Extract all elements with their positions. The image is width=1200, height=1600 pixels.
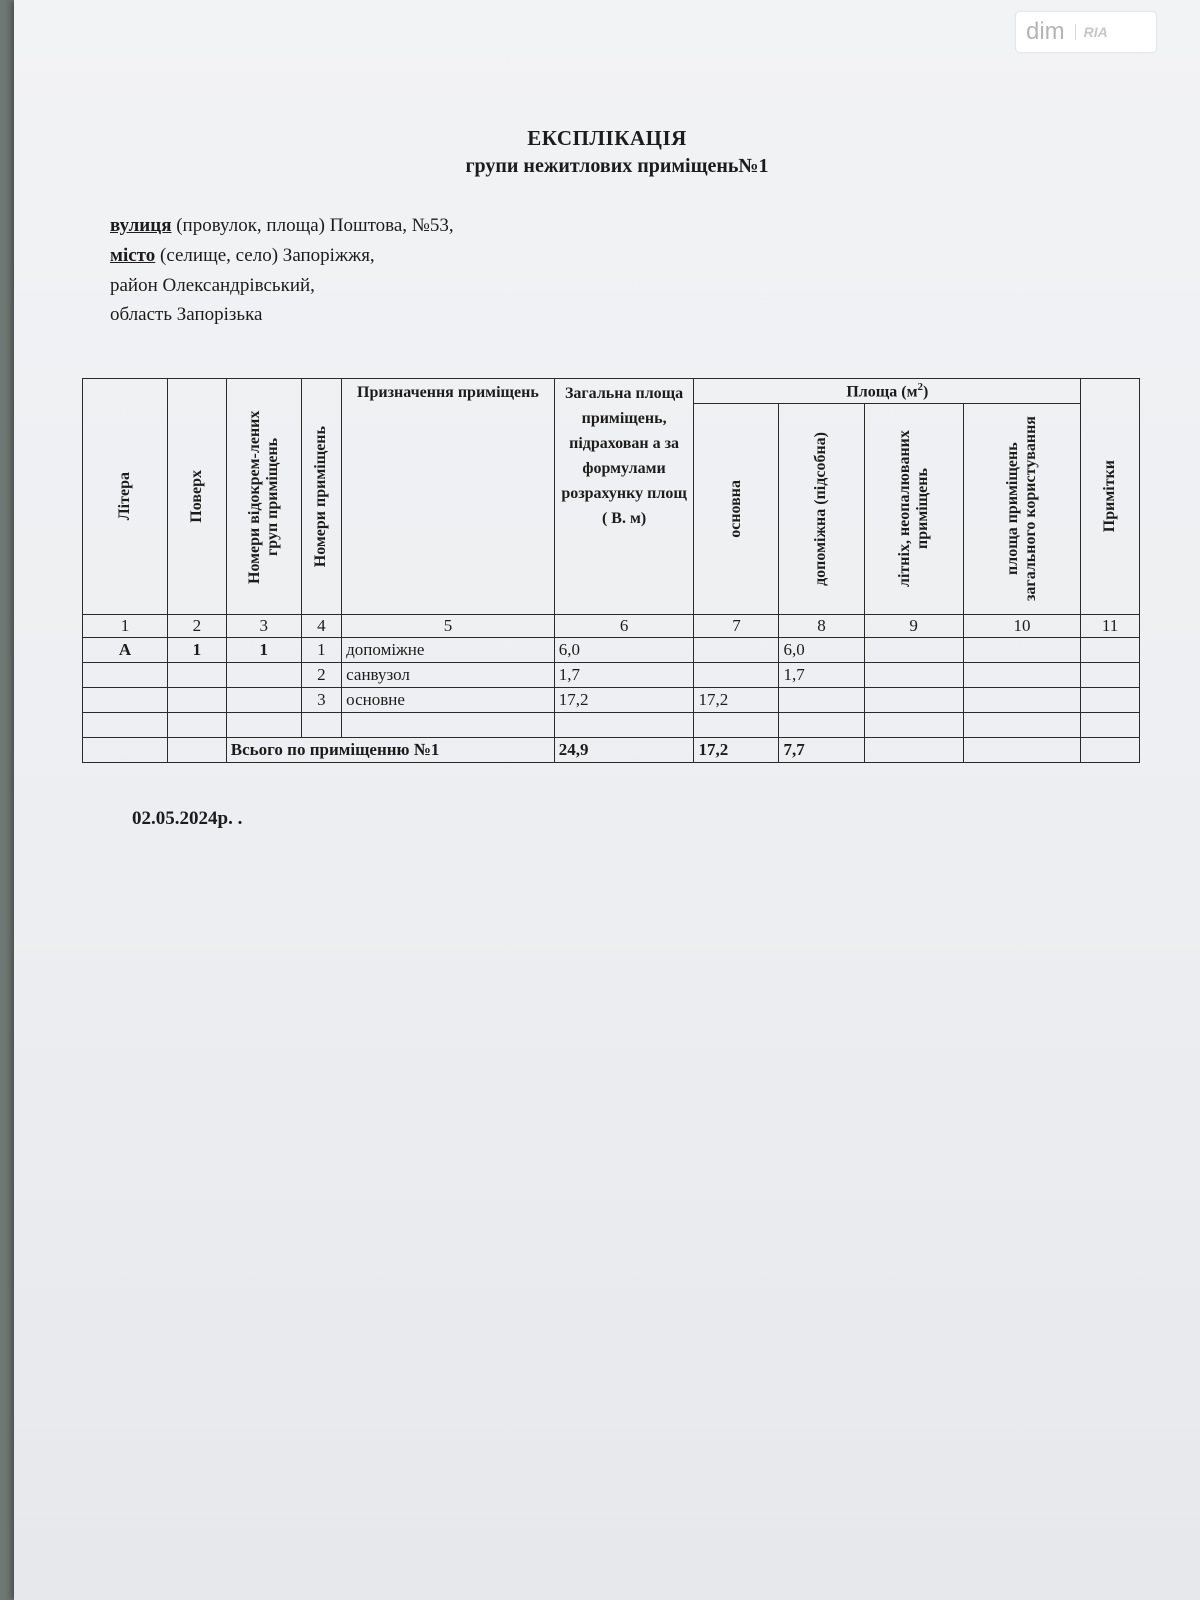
header-area-group: Площа $(м^2)$ (694, 379, 1081, 404)
city-value: (селище, село) Запоріжжя, (160, 245, 375, 266)
address-region: область Запорізька (110, 304, 263, 325)
city-label: місто (110, 245, 156, 266)
total-aux-value: 7,7 (779, 738, 864, 763)
document-subtitle: групи нежитлових приміщень№1 (465, 155, 769, 177)
address-street (110, 215, 454, 237)
header-purpose: Призначення приміщень (342, 379, 555, 615)
document-date: 02.05.2024р. . (132, 808, 243, 829)
header-summer: літніх, неопалюваних приміщень (864, 404, 963, 615)
header-aux: допоміжна (підсобна) (779, 404, 864, 615)
street-value: (провулок, площа) Поштова, №53, (176, 215, 454, 236)
column-numbers-row: 1 2 3 4 5 6 7 8 9 10 11 (83, 615, 1140, 638)
document-page (14, 0, 1200, 1600)
total-label: Всього по приміщенню №1 (226, 738, 554, 763)
table-row: А 1 1 1 допоміжне 6,0 6,0 (83, 638, 1140, 663)
table-row: 2 санвузол 1,7 1,7 (83, 663, 1140, 688)
header-room-numbers: Номери приміщень (301, 379, 341, 615)
table-row: 3 основне 17,2 17,2 (83, 688, 1140, 713)
header-main: основна (694, 404, 779, 615)
watermark-logo (1016, 12, 1156, 52)
watermark-sub: RIA (1075, 24, 1108, 40)
address-district: район Олександрівський, (110, 275, 315, 296)
street-label: вулиця (110, 215, 172, 236)
header-common: площа приміщень загального користування (963, 404, 1080, 615)
header-poverkh: Поверх (168, 379, 227, 615)
header-litera: Літера (83, 379, 168, 615)
total-row (83, 738, 1140, 763)
header-notes: Примітки (1081, 379, 1140, 615)
document-title: ЕКСПЛІКАЦІЯ (527, 126, 687, 150)
table-row (83, 713, 1140, 738)
header-total-area: Загальна площа приміщень, підрахован а за формулами розрахунку площ ( В. м) (554, 379, 694, 615)
total-area-value: 24,9 (554, 738, 694, 763)
address-city (110, 245, 375, 267)
total-main-value: 17,2 (694, 738, 779, 763)
header-group-numbers: Номери відокрем-лених груп приміщень (226, 379, 301, 615)
explication-table (82, 378, 1140, 763)
watermark-brand: dim (1026, 18, 1065, 45)
